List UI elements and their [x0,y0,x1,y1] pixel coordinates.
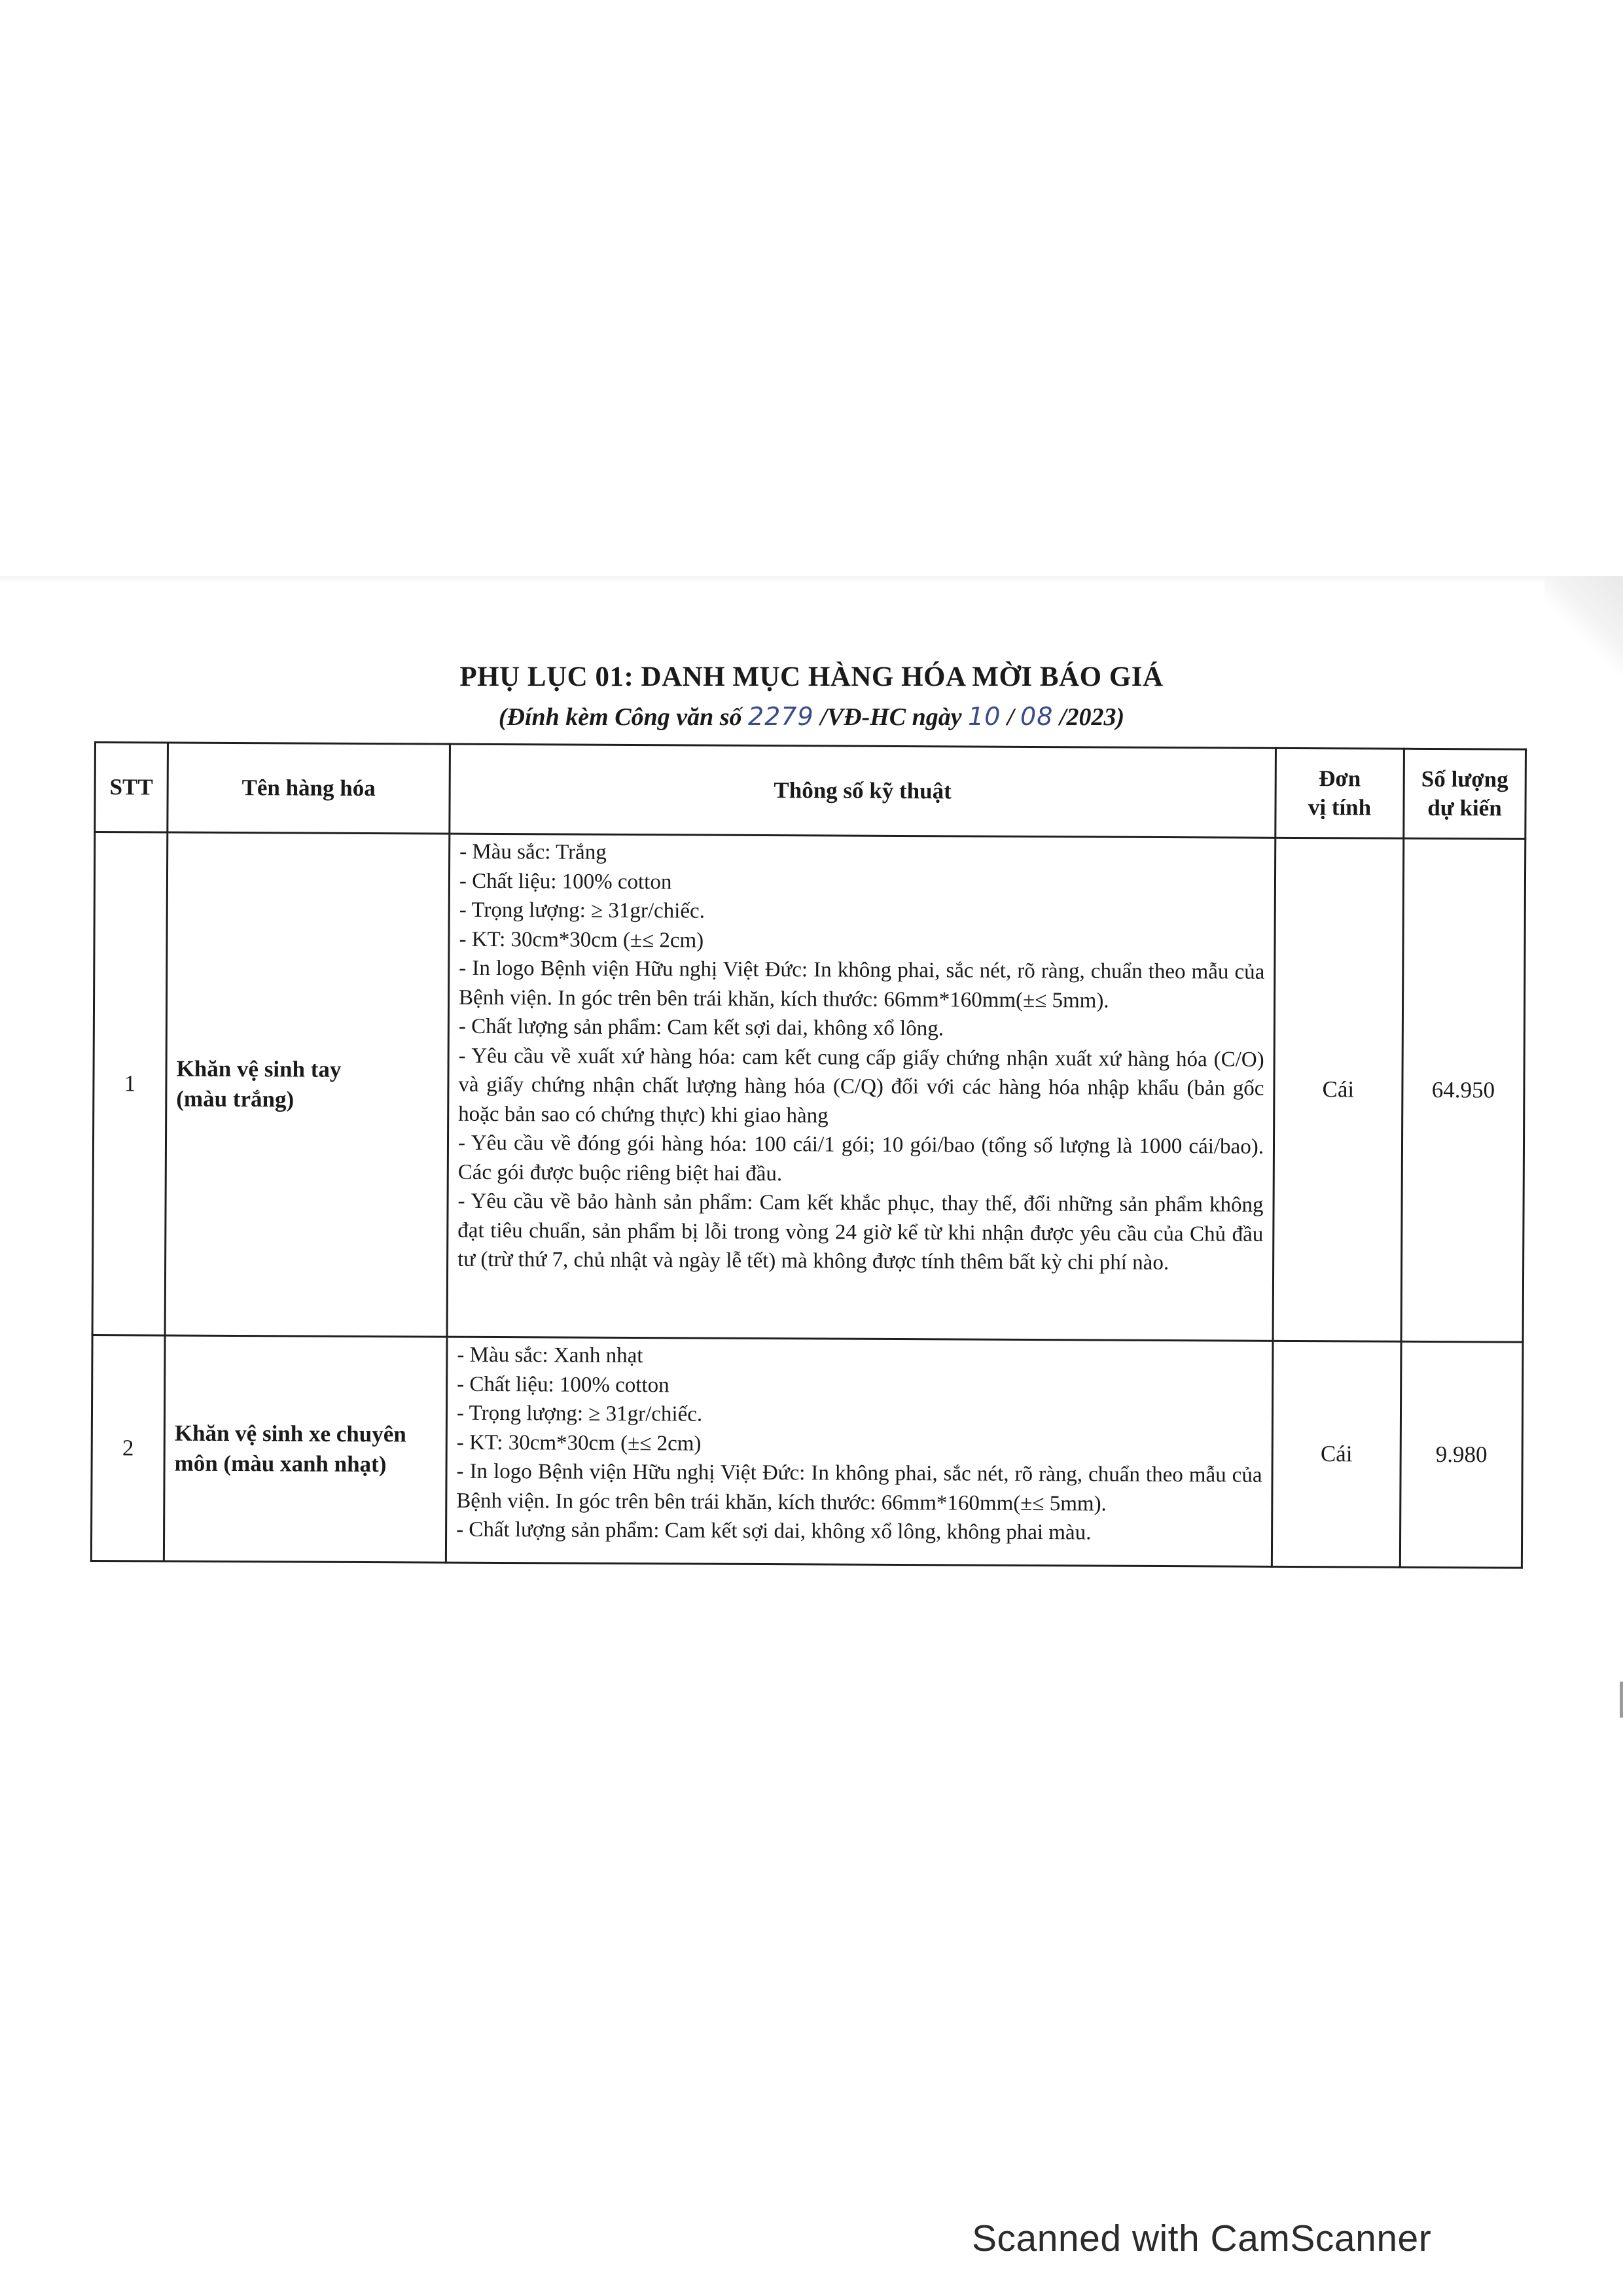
spec-line: - Chất lượng sản phẩm: Cam kết sợi dai, không xổ lông. [458,1014,944,1041]
page-corner-fold [1544,576,1623,674]
spec-line: - Chất lượng sản phẩm: Cam kết sợi dai, không xổ lông, không phai màu. [456,1517,1092,1545]
handwritten-day: 10 [968,702,1001,731]
goods-table-container [90,741,1525,1569]
row-name [164,1335,447,1563]
row-unit: Cái [1272,1341,1401,1567]
row-qty: 9.980 [1400,1341,1523,1568]
spec-line: - Chất liệu: 100% cotton [457,1372,669,1397]
row-name-line1: Khăn vệ sinh xe chuyên [174,1420,406,1447]
header-qty [1404,749,1526,839]
spec-line: - Màu sắc: Xanh nhạt [457,1343,643,1368]
row-qty: 64.950 [1401,838,1525,1342]
spec-line: - KT: 30cm*30cm (±≤ 2cm) [456,1430,702,1456]
handwritten-document-number: 2279 [748,702,814,731]
row-spec [446,1337,1273,1566]
header-unit-line2: vị tính [1308,794,1372,821]
row-stt: 2 [91,1335,165,1561]
spec-line: - In logo Bệnh viện Hữu nghị Việt Đức: In không phai, sắc nét, rõ ràng, chuẩn theo mẫu của Bệnh viện. In góc trên bên trái khăn, kích thước: 66mm*160mm(±≤ 5mm). [456,1459,1262,1516]
spec-line: - KT: 30cm*30cm (±≤ 2cm) [459,927,704,953]
row-stt: 1 [92,832,168,1336]
handwritten-month: 08 [1020,702,1054,731]
camscanner-watermark: Scanned with CamScanner [972,2217,1432,2259]
spec-line: - In logo Bệnh viện Hữu nghị Việt Đức: In không phai, sắc nét, rõ ràng, chuẩn theo mẫu của Bệnh viện. In góc trên bên trái khăn, kích thước: 66mm*160mm(±≤ 5mm). [459,956,1265,1013]
header-spec: Thông số kỹ thuật [450,744,1276,838]
header-stt: STT [95,743,168,833]
scan-edge-shadow [0,576,1623,582]
header-name: Tên hàng hóa [168,743,450,834]
row-name [165,832,450,1337]
spec-line: - Trọng lượng: ≥ 31gr/chiếc. [456,1401,703,1426]
spec-line: - Yêu cầu về đóng gói hàng hóa: 100 cái/1 gói; 10 gói/bao (tổng số lượng là 1000 cái/bao). Các gói được buộc riêng biệt hai đầu. [457,1131,1264,1186]
spec-line: - Yêu cầu về bảo hành sản phẩm: Cam kết khắc phục, thay thế, đổi những sản phẩm không đạt tiêu chuẩn, sản phẩm bị lỗi trong vòng 24 giờ kể từ khi nhận được yêu cầu của Chủ đầu tư (trừ thứ 7, chủ nhật và ngày lễ tết) mà không được tính thêm bất kỳ chi phí nào. [457,1189,1264,1275]
subtitle-suffix: /2023) [1053,703,1125,731]
table-row [91,1335,1523,1568]
spec-line: - Màu sắc: Trắng [459,839,607,864]
header-qty-line2: dự kiến [1427,794,1502,821]
row-unit: Cái [1273,838,1404,1341]
header-unit [1275,748,1404,838]
row-spec [447,834,1275,1341]
goods-table [90,741,1527,1569]
row-name-line2: môn (màu xanh nhạt) [174,1450,387,1477]
row-name-line1: Khăn vệ sinh tay [176,1055,342,1082]
scan-edge-mark [1620,1682,1623,1718]
subtitle-separator: / [1001,703,1021,731]
subtitle-mid: /VĐ-HC ngày [813,703,969,731]
row-name-line2: (màu trắng) [176,1086,294,1112]
header-unit-line1: Đơn [1319,766,1361,792]
document-subtitle [0,702,1623,732]
subtitle-prefix: (Đính kèm Công văn số [498,703,748,731]
table-row [92,832,1525,1343]
table-header-row [95,743,1526,839]
header-qty-line1: Số lượng [1421,766,1508,792]
spec-line: - Trọng lượng: ≥ 31gr/chiếc. [459,898,705,923]
spec-line: - Chất liệu: 100% cotton [459,869,672,894]
document-title: PHỤ LỤC 01: DANH MỤC HÀNG HÓA MỜI BÁO GIÁ [459,662,1164,692]
spec-line: - Yêu cầu về xuất xứ hàng hóa: cam kết cung cấp giấy chứng nhận xuất xứ hàng hóa (C/O) và giấy chứng nhận chất lượng hàng hóa (C/Q) đối với các hàng hóa nhập khẩu (bản gốc hoặc bản sao có chứng thực) khi giao hàng [458,1044,1264,1127]
